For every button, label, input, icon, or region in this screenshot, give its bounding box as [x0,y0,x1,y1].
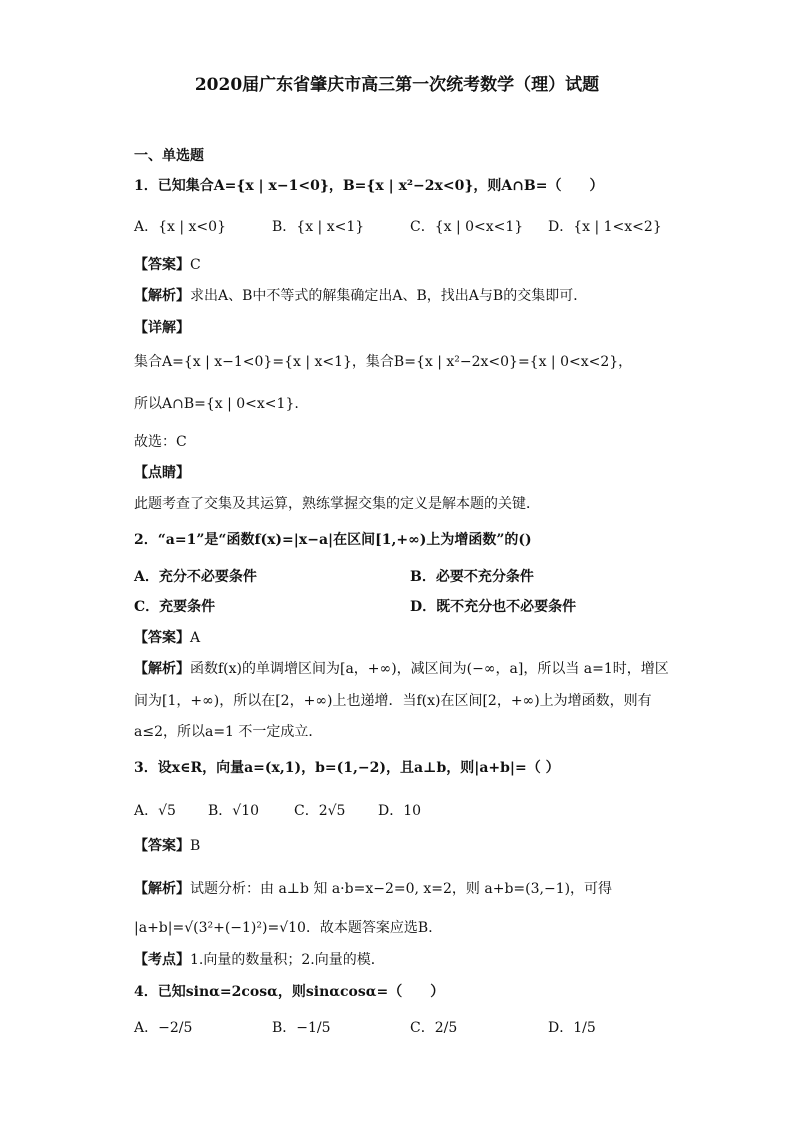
q4-stem: 4．已知sinα=2cosα，则sinαcosα=（ ） [134,984,445,1000]
q2-analysis-line-1 [134,659,669,679]
q3-option-c: C．2√5 [294,803,346,819]
page-title: 2020届广东省肇庆市高三第一次统考数学（理）试题 [194,75,600,95]
q1-comment-tag: 【点睛】 [134,465,190,481]
section-heading: 一、单选题 [134,148,204,164]
analysis-text: 求出A、B中不等式的解集确定出A、B，找出A与B的交集即可． [190,288,588,304]
analysis-text: 函数f(x)的单调增区间为[a，+∞)，减区间为(−∞，a]，所以当 a=1时，增区 [190,661,669,677]
analysis-tag: 【解析】 [134,288,190,304]
analysis-tag: 【解析】 [134,881,190,897]
q3-option-d: D．10 [378,803,422,819]
answer-tag: 【答案】 [134,257,190,273]
q1-choose: 故选：C [134,434,187,450]
point-tag: 【考点】 [134,952,190,968]
q2-option-a: A．充分不必要条件 [134,569,257,585]
q4-option-a: A．−2/5 [134,1020,193,1036]
q4-option-b: B．−1/5 [272,1020,331,1036]
q1-analysis [134,286,587,306]
answer-value: A [190,630,201,646]
answer-value: B [190,838,201,854]
q1-stem: 1．已知集合A={x | x−1<0}，B={x | x²−2x<0}，则A∩B=（ ） [134,178,604,194]
analysis-tag: 【解析】 [134,661,190,677]
q1-option-b: B．{x | x<1} [272,219,365,235]
q1-detail-tag: 【详解】 [134,320,190,336]
q2-option-b: B．必要不充分条件 [410,569,534,585]
q3-point [134,950,385,970]
q4-option-d: D．1/5 [548,1020,596,1036]
q3-option-b: B．√10 [208,803,260,819]
q1-answer [134,255,201,275]
analysis-text: 试题分析：由 a⊥b 知 a·b=x−2=0, x=2，则 a+b=(3,−1)，可得 [190,881,613,897]
q3-stem: 3．设x∈R，向量a=(x,1)，b=(1,−2)，且a⊥b，则|a+b|=（ ） [134,760,560,776]
q1-option-d: D．{x | 1<x<2} [548,219,662,235]
q2-stem: 2．“a=1”是“函数f(x)=|x−a|在区间[1,+∞)上为增函数”的() [134,532,532,548]
q1-option-c: C．{x | 0<x<1} [410,219,524,235]
q1-detail-line-1: 集合A={x | x−1<0}={x | x<1}，集合B={x | x²−2x<0}={x | 0<x<2}， [134,354,633,370]
q2-analysis-line-3: a≤2，所以a=1 不一定成立． [134,724,323,740]
q2-option-d: D．既不充分也不必要条件 [410,599,577,615]
q2-option-c: C．充要条件 [134,599,216,615]
q3-analysis-line-2: |a+b|=√(3²+(−1)²)=√10．故本题答案应选B． [134,920,443,936]
q2-analysis-line-2: 间为[1，+∞)，所以在[2，+∞)上也递增．当f(x)在区间[2，+∞)上为增函数，则有 [134,693,652,709]
answer-tag: 【答案】 [134,630,190,646]
q2-answer [134,628,200,648]
q3-option-a: A．√5 [134,803,176,819]
answer-tag: 【答案】 [134,838,190,854]
q4-option-c: C．2/5 [410,1020,458,1036]
answer-value: C [190,257,201,273]
q1-detail-line-2: 所以A∩B={x | 0<x<1}. [134,396,299,412]
q1-comment: 此题考查了交集及其运算，熟练掌握交集的定义是解本题的关键． [134,496,540,512]
q3-answer [134,836,200,856]
point-text: 1.向量的数量积；2.向量的模． [190,952,385,968]
q1-option-a: A．{x | x<0} [134,219,226,235]
q3-analysis-line-1 [134,879,612,899]
